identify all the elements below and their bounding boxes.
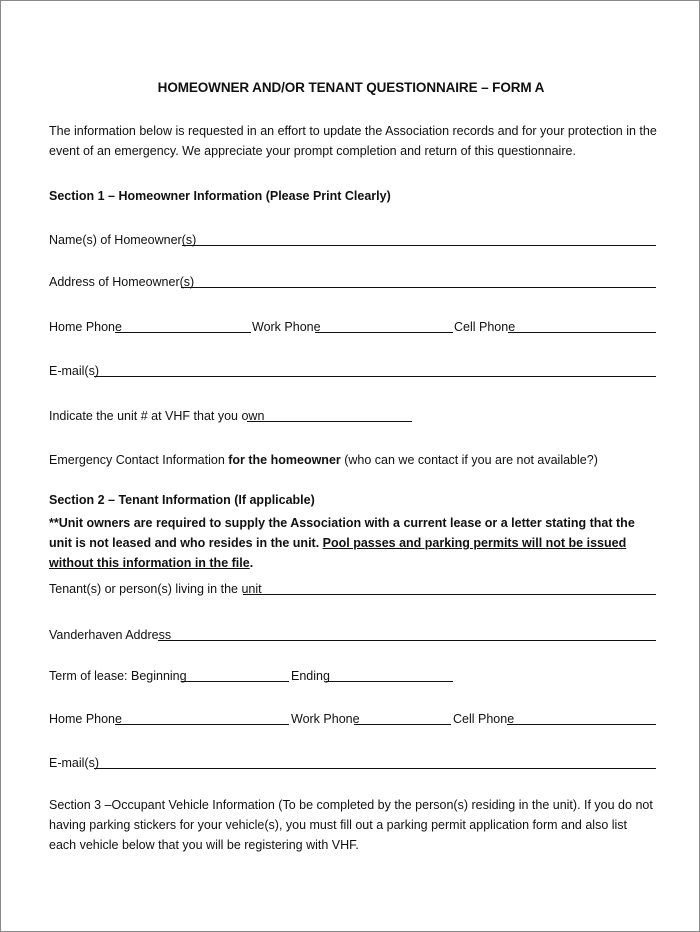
unit-number-field[interactable] — [247, 421, 412, 422]
tenant-cell-phone-label: Cell Phone — [453, 712, 515, 726]
tenant-notice: **Unit owners are required to supply the Association with a current lease or a letter stating that the unit is not leased and who resides in the unit. Pool passes and parking permits will not be issued without this information in the file. — [49, 516, 635, 570]
lease-beginning-label: Term of lease: Beginning — [49, 669, 187, 683]
form-title: HOMEOWNER AND/OR TENANT QUESTIONNAIRE – FORM A — [157, 80, 545, 95]
homeowner-home-phone-field[interactable] — [115, 332, 251, 333]
lease-beginning-field[interactable] — [181, 681, 289, 682]
tenant-names-label: Tenant(s) or person(s) living in the unit — [49, 582, 262, 596]
section3-text: Section 3 –Occupant Vehicle Information (To be completed by the person(s) residing in the unit). If you do not having parking stickers for your vehicle(s), you must fill out a parking permit application form and also list each vehicle below that you will be registering with VHF. — [49, 798, 653, 852]
tenant-work-phone-field[interactable] — [354, 724, 451, 725]
homeowner-address-field[interactable] — [181, 287, 656, 288]
intro-paragraph: The information below is requested in an effort to update the Association records and for your protection in the event of an emergency. We appreciate your prompt completion and return of this questionnaire. — [49, 124, 657, 158]
section1-heading: Section 1 – Homeowner Information (Please Print Clearly) — [49, 189, 391, 203]
tenant-cell-phone-field[interactable] — [507, 724, 656, 725]
emergency-contact-text: Emergency Contact Information for the homeowner (who can we contact if you are not available?) — [49, 453, 598, 467]
tenant-email-label: E-mail(s) — [49, 756, 99, 770]
tenant-home-phone-field[interactable] — [115, 724, 289, 725]
lease-ending-label: Ending — [291, 669, 330, 683]
unit-number-label: Indicate the unit # at VHF that you own — [49, 409, 265, 423]
tenant-work-phone-label: Work Phone — [291, 712, 360, 726]
vanderhaven-address-field[interactable] — [158, 640, 656, 641]
lease-ending-field[interactable] — [326, 681, 453, 682]
vanderhaven-address-label: Vanderhaven Address — [49, 628, 172, 642]
homeowner-address-label: Address of Homeowner(s) — [49, 275, 195, 289]
homeowner-email-field[interactable] — [94, 376, 656, 377]
tenant-email-field[interactable] — [94, 768, 656, 769]
homeowner-names-label: Name(s) of Homeowner(s) — [49, 233, 197, 247]
tenant-home-phone-label: Home Phone — [49, 712, 122, 726]
homeowner-work-phone-field[interactable] — [315, 332, 453, 333]
homeowner-names-field[interactable] — [182, 245, 656, 246]
homeowner-home-phone-label: Home Phone — [49, 320, 122, 334]
homeowner-work-phone-label: Work Phone — [252, 320, 321, 334]
section2-heading: Section 2 – Tenant Information (If applicable) — [49, 493, 315, 507]
homeowner-cell-phone-field[interactable] — [508, 332, 656, 333]
homeowner-cell-phone-label: Cell Phone — [454, 320, 516, 334]
homeowner-email-label: E-mail(s) — [49, 364, 99, 378]
tenant-names-field[interactable] — [243, 594, 656, 595]
